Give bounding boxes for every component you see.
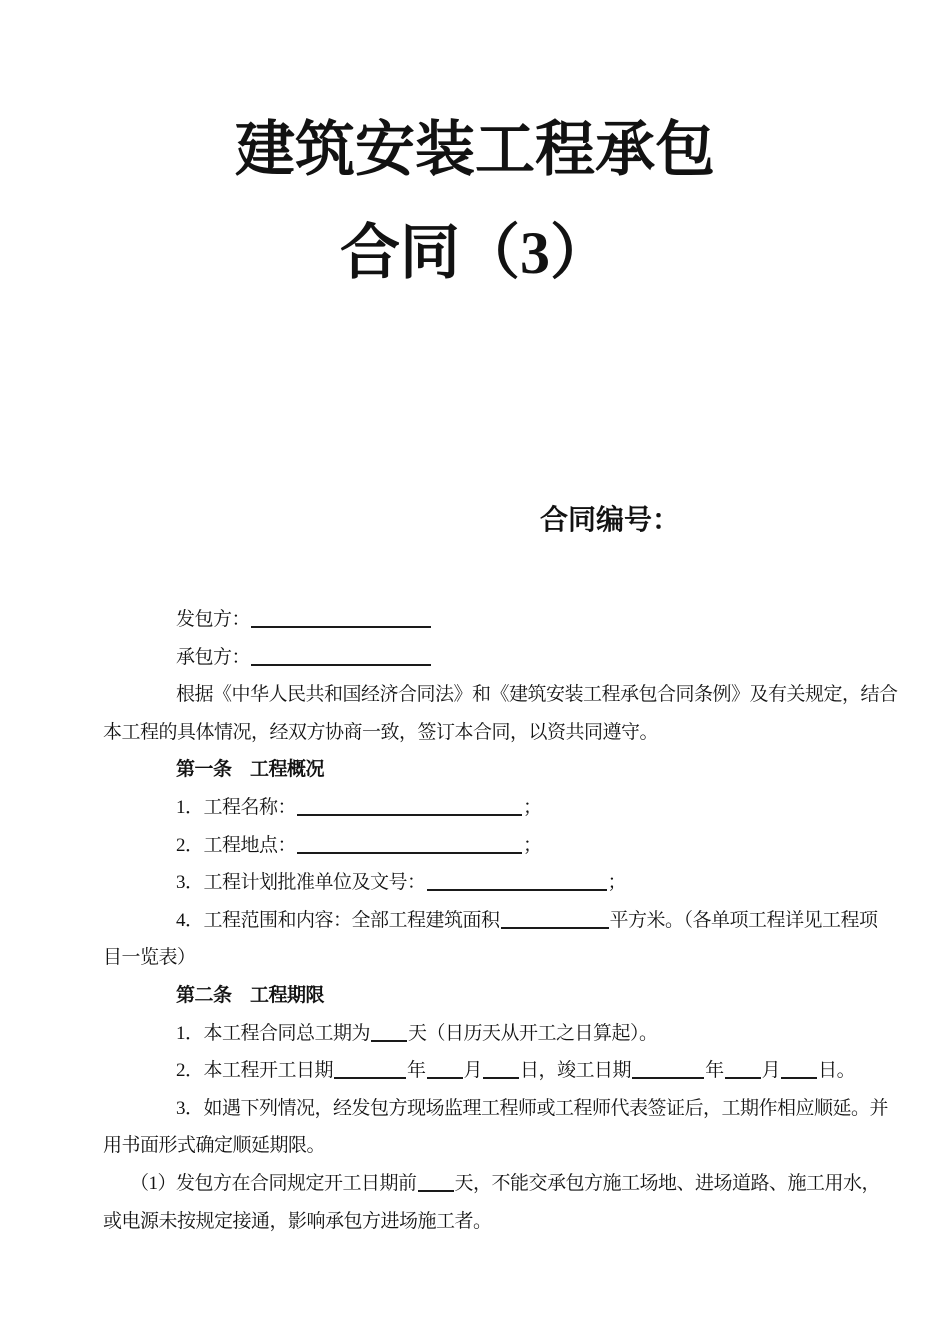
body-line: 目一览表） (103, 947, 196, 969)
body-line: 4．工程范围和内容：全部工程建筑面积 平方米。（各单项工程详见工程项 (176, 909, 878, 931)
body-line: 发包方： (103, 601, 903, 639)
blank-field (297, 838, 522, 854)
body-line: 3．工程计划批准单位及文号： ； (176, 872, 627, 894)
body-line: 承包方： (103, 639, 903, 677)
body-line: 2．工程地点： ； (176, 834, 542, 856)
body-line: 或电源未按规定接通，影响承包方进场施工者。 (103, 1210, 492, 1232)
document-body (103, 601, 903, 1240)
blank-field (501, 913, 609, 929)
document-title-line-2: 合同（3） (340, 220, 610, 286)
blank-field (251, 612, 431, 628)
blank-field (427, 875, 607, 891)
blank-field (427, 1063, 463, 1079)
contract-number-label: 合同编号： (540, 505, 681, 536)
blank-field (297, 800, 522, 816)
blank-field (334, 1063, 406, 1079)
section-heading: 第二条 工程期限 (176, 984, 325, 1006)
body-line: 根据《中华人民共和国经济合同法》和《建筑安装工程承包合同条例》及有关规定，结合 (176, 684, 898, 706)
document-title-line-1: 建筑安装工程承包 (235, 117, 715, 183)
body-line: 本工程的具体情况，经双方协商一致，签订本合同，以资共同遵守。 (103, 721, 659, 743)
body-line: 1．工程名称： ； (176, 796, 542, 818)
body-line: （1）发包方在合同规定开工日期前 天，不能交承包方施工场地、进场道路、施工用水， (130, 1172, 881, 1194)
section-heading: 第一条 工程概况 (176, 759, 325, 781)
blank-field (371, 1026, 407, 1042)
blank-field (418, 1176, 454, 1192)
body-line: 3．如遇下列情况，经发包方现场监理工程师或工程师代表签证后，工期作相应顺延。并 (176, 1097, 889, 1119)
blank-field (781, 1063, 817, 1079)
blank-field (483, 1063, 519, 1079)
blank-field (251, 650, 431, 666)
blank-field (725, 1063, 761, 1079)
body-line: 用书面形式确定顺延期限。 (103, 1135, 326, 1157)
body-line: 1．本工程合同总工期为 天（日历天从开工之日算起）。 (176, 1022, 658, 1044)
blank-field (632, 1063, 704, 1079)
body-line: 2．本工程开工日期 年 月 日，竣工日期 年 月 日。 (176, 1060, 856, 1082)
